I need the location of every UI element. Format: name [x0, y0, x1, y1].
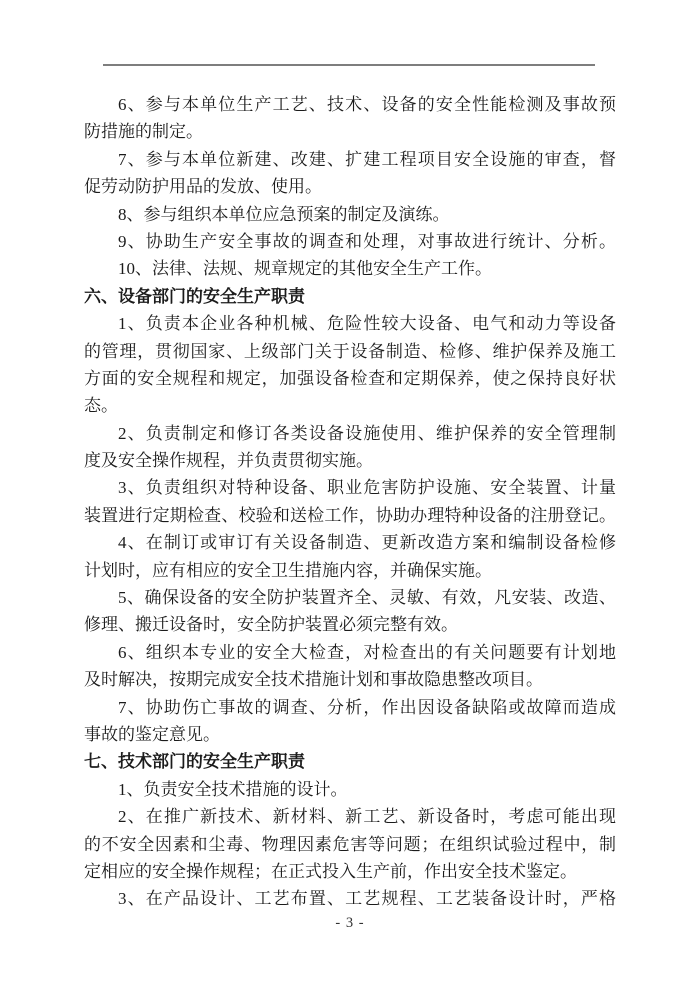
- text-line: 10、法律、法规、规章规定的其他安全生产工作。: [118, 259, 492, 279]
- text-line: 防措施的制定。: [84, 122, 203, 142]
- text-line: 1、负责安全技术措施的设计。: [118, 779, 348, 799]
- section-heading: 六、设备部门的安全生产职责: [84, 286, 305, 306]
- text-line: 定相应的安全操作规程；在正式投入生产前，作出安全技术鉴定。: [84, 861, 577, 881]
- text-line: 及时解决，按期完成安全技术措施计划和事故隐患整改项目。: [84, 670, 543, 690]
- text-line: 9、协助生产安全事故的调查和处理，对事故进行统计、分析。: [118, 231, 616, 251]
- text-line: 1、负责本企业各种机械、危险性较大设备、电气和动力等设备: [118, 314, 616, 334]
- text-line: 5、确保设备的安全防护装置齐全、灵敏、有效，凡安装、改造、: [118, 588, 616, 608]
- text-line: 事故的鉴定意见。: [84, 724, 220, 744]
- text-line: 计划时，应有相应的安全卫生措施内容，并确保实施。: [84, 560, 492, 580]
- document-body: [84, 91, 616, 913]
- text-line: 修理、搬迁设备时，安全防护装置必须完整有效。: [84, 615, 458, 635]
- section-heading: 七、技术部门的安全生产职责: [84, 752, 305, 772]
- text-line: 度及安全操作规程，并负责贯彻实施。: [84, 451, 373, 471]
- text-line: 8、参与组织本单位应急预案的制定及演练。: [118, 204, 450, 224]
- text-line: 6、参与本单位生产工艺、技术、设备的安全性能检测及事故预: [118, 95, 616, 114]
- text-line: 的管理，贯彻国家、上级部门关于设备制造、检修、维护保养及施工: [84, 341, 616, 361]
- text-line: 的不安全因素和尘毒、物理因素危害等问题；在组织试验过程中，制: [84, 834, 616, 854]
- text-line: 2、负责制定和修订各类设备设施使用、维护保养的安全管理制: [118, 423, 616, 443]
- text-line: 7、协助伤亡事故的调查、分析，作出因设备缺陷或故障而造成: [118, 697, 616, 717]
- header-rule: [103, 64, 595, 66]
- text-line: 4、在制订或审订有关设备制造、更新改造方案和编制设备检修: [118, 533, 616, 553]
- text-line: 方面的安全规程和规定，加强设备检查和定期保养，使之保持良好状: [84, 368, 616, 388]
- text-line: 态。: [84, 396, 118, 416]
- text-line: 装置进行定期检查、校验和送检工作，协助办理特种设备的注册登记。: [84, 505, 616, 525]
- page-number: - 3 -: [335, 915, 365, 931]
- text-line: 3、负责组织对特种设备、职业危害防护设施、安全装置、计量: [118, 478, 616, 498]
- text-line: 6、组织本专业的安全大检查，对检查出的有关问题要有计划地: [118, 642, 616, 662]
- text-line: 7、参与本单位新建、改建、扩建工程项目安全设施的审查，督: [118, 149, 616, 169]
- text-line: 促劳动防护用品的发放、使用。: [84, 177, 322, 197]
- text-line: 2、在推广新技术、新材料、新工艺、新设备时，考虑可能出现: [118, 807, 616, 827]
- text-line: 3、在产品设计、工艺布置、工艺规程、工艺装备设计时，严格: [118, 889, 616, 909]
